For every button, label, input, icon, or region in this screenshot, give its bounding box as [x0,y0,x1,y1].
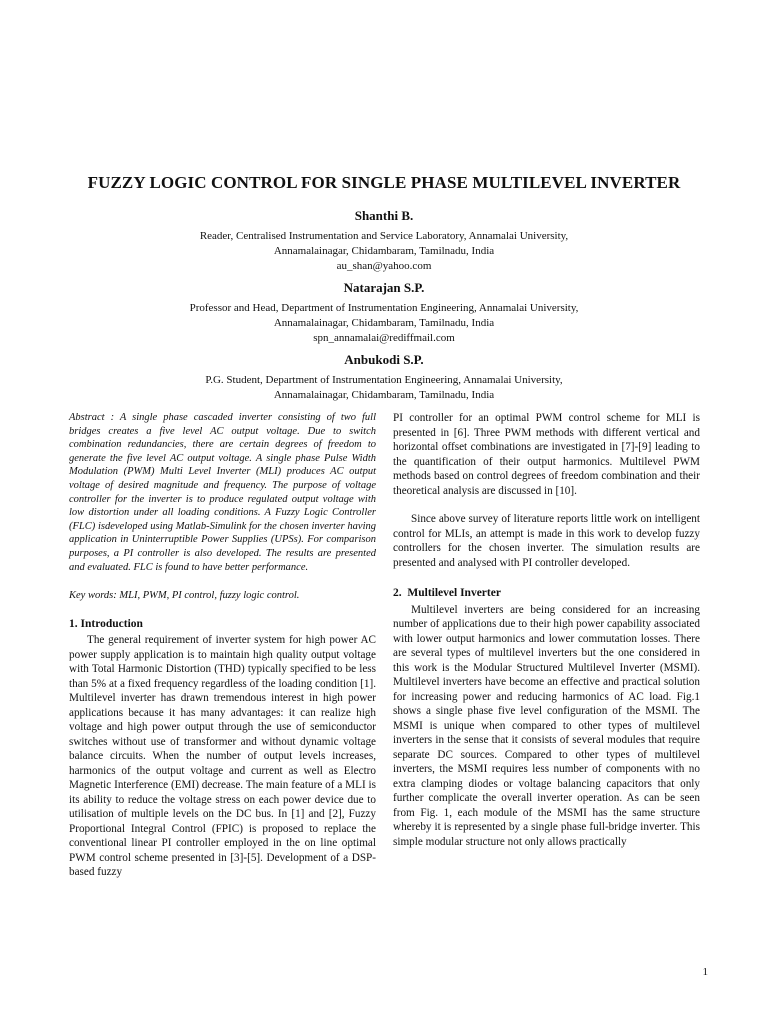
author-address: Annamalainagar, Chidambaram, Tamilnadu, India [273,245,495,257]
author-name: Natarajan S.P. [343,280,425,295]
multilevel-inverter-paragraph: Multilevel inverters are being considered for an increasing number of applications due to their high power capability associated with lower output harmonics and lower commutation losses. There are several types of multilevel inverters but the one considered in this work is the Modular Structured Multilevel Inverter (MSMI). Multilevel inverters have become an effective and practical solution for increasing power and reducing harmonics of AC load. Fig.1 shows a single phase five level configuration of the MSMI. The MSMI is unique when compared to other types of multilevel inverters in the sense that it consists of several modules that require separate DC sources. Compared to other types of multilevel inverters, the MSMI requires less number of components with no extra clamping diodes or voltage balancing capacitors that only further complicate the overall inverter operation. As can be seen from Fig. 1, each module of the MSMI has the same structure whereby it is represented by a single phase full-bridge inverter. This simple modular structure not only allows practically [393,603,700,848]
section-heading-multilevel-inverter: 2. Multilevel Inverter [393,587,501,599]
abstract: Abstract : A single phase cascaded inverter consisting of two full bridges creates a five level AC output voltage. Due to switch combination redundancies, there are certain degrees of freedom to generate the five level AC output voltage. A single phase Pulse Width Modulation (PWM) Multi Level Inverter (MLI) produces AC output voltage of desired magnitude and frequency. The purpose of voltage controller for the inverter is to produce regulated output voltage with low distortion under all loading conditions. A Fuzzy Logic Controller (FLC) isdeveloped using Matlab-Simulink for the chosen inverter having application in Uninterruptible Power Supplies (UPSs). For comparison purposes, a PI controller is also developed. The results are presented and evaluated. FLC is found to have better performance. [69,412,376,573]
paper-title: FUZZY LOGIC CONTROL FOR SINGLE PHASE MULTILEVEL INVERTER [87,173,681,192]
page-number: 1 [702,966,708,978]
introduction-paragraph-continued: PI controller for an optimal PWM control scheme for MLI is presented in [6]. Three PWM methods with different vertical and horizontal offset combinations are investigated in [7]-[9] leading to the quantification of their output harmonics. Multilevel PWM methods based on control degrees of freedom combination and their theoretical analysis are discussed in [10]. [393,412,700,497]
author-block-1 [60,208,708,274]
section-heading-introduction: 1. Introduction [69,617,143,630]
author-name: Anbukodi S.P. [344,352,424,367]
left-column [69,411,376,880]
right-column [393,411,700,849]
author-block-3 [60,352,708,403]
keywords: Key words: MLI, PWM, PI control, fuzzy logic control. [69,590,300,602]
author-name: Shanthi B. [354,208,414,223]
author-affiliation: Professor and Head, Department of Instrumentation Engineering, Annamalai University, [189,302,579,314]
author-email: au_shan@yahoo.com [336,260,432,272]
author-affiliation: P.G. Student, Department of Instrumentation Engineering, Annamalai University, [205,374,563,386]
author-affiliation: Reader, Centralised Instrumentation and Service Laboratory, Annamalai University, [199,230,569,242]
author-address: Annamalainagar, Chidambaram, Tamilnadu, India [273,389,495,401]
author-block-2 [60,280,708,346]
introduction-paragraph-2: Since above survey of literature reports little work on intelligent control for MLIs, an attempt is made in this work to develop fuzzy controllers for the chosen inverter. The simulation results are presented and analysed with PI controller developed. [393,513,700,569]
author-address: Annamalainagar, Chidambaram, Tamilnadu, India [273,317,495,329]
author-email: spn_annamalai@rediffmail.com [313,332,455,344]
introduction-paragraph: The general requirement of inverter system for high power AC power supply application is to maintain high quality output voltage with Total Harmonic Distortion (THD) typically specified to be less than 5% at a fixed frequency regardless of the loading condition [1]. Multilevel inverter has drawn tremendous interest in high power applications because it has many advantages: it can realize high voltage and high power output through the use of semiconductor switches without use of transformer and without dynamic voltage balance circuits. When the number of output levels increases, harmonics of the output voltage and current as well as Electro Magnetic Interference (EMI) decrease. The main feature of a MLI is its ability to reduce the voltage stress on each power device due to utilisation of multiple levels on the DC bus. In [1] and [2], Fuzzy Proportional Integral Control (FPIC) is proposed to replace the conventional linear PI controller employed in the on line optimal PWM control scheme presented in [3]-[5]. Development of a DSP-based fuzzy [69,634,376,879]
